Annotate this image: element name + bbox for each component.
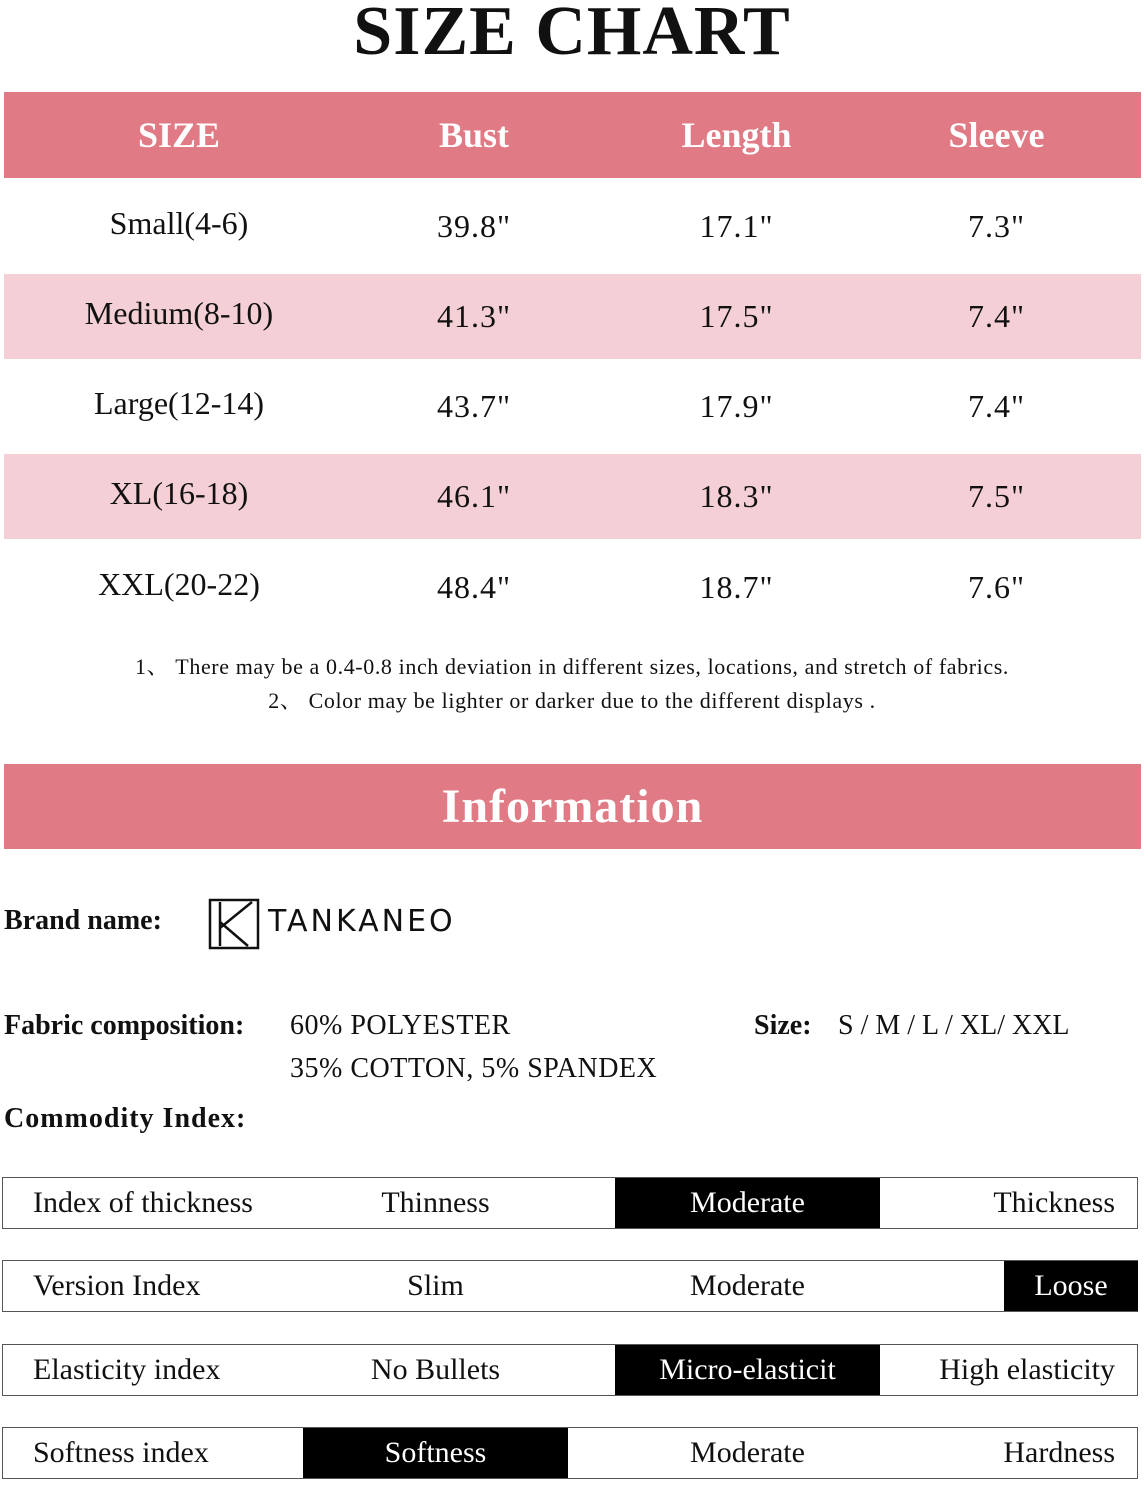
elasticity-index-row (2, 1344, 1138, 1396)
index-option-selected: Softness (303, 1428, 568, 1478)
commodity-index-label: Commodity Index: (4, 1103, 247, 1134)
length-cell: 17.1" (699, 207, 774, 244)
index-option: Slim (407, 1269, 464, 1302)
sleeve-cell: 7.4" (967, 388, 1026, 424)
index-label: Elasticity index (33, 1353, 221, 1386)
length-cell: 17.9" (699, 388, 774, 424)
table-row (4, 359, 1141, 454)
bust-cell: 39.8" (436, 207, 512, 244)
brand-logo-icon (208, 898, 260, 950)
length-cell: 17.5" (699, 298, 774, 334)
sleeve-cell: 7.6" (967, 568, 1026, 605)
index-label: Version Index (33, 1269, 201, 1302)
bust-cell: 48.4" (436, 568, 512, 605)
table-header-row (4, 92, 1141, 178)
brand-name: TANKANEO (268, 904, 456, 939)
information-banner: Information (4, 764, 1141, 849)
length-cell: 18.3" (699, 478, 774, 514)
table-row (4, 178, 1141, 274)
bust-cell: 41.3" (436, 298, 512, 334)
size-cell: Large(12-14) (94, 385, 264, 421)
size-cell: XXL(20-22) (98, 565, 260, 602)
table-row (4, 274, 1141, 359)
size-cell: Small(4-6) (109, 204, 249, 241)
page-title: SIZE CHART (353, 0, 791, 70)
size-table (4, 92, 1141, 635)
note-1: 1、 There may be a 0.4-0.8 inch deviation in different sizes, locations, and stretch of fabrics. (135, 654, 1009, 679)
index-label: Softness index (33, 1436, 209, 1469)
size-cell: XL(16-18) (109, 475, 249, 511)
thickness-index-row (2, 1177, 1138, 1229)
header-sleeve: Sleeve (948, 115, 1045, 155)
index-option-selected: Loose (1004, 1261, 1138, 1311)
table-row (4, 539, 1141, 635)
size-values: S / M / L / XL/ XXL (838, 1010, 1070, 1041)
fabric-line-1: 60% POLYESTER (290, 1010, 511, 1041)
index-option: Moderate (690, 1436, 805, 1469)
index-option: No Bullets (370, 1353, 501, 1386)
bust-cell: 46.1" (436, 478, 512, 514)
index-option-selected: Moderate (615, 1178, 880, 1228)
sleeve-cell: 7.3" (967, 207, 1026, 244)
version-index-row (2, 1260, 1138, 1312)
size-label: Size: (754, 1010, 812, 1041)
index-option-selected: Micro-elasticit (615, 1345, 880, 1395)
size-notes (0, 650, 1144, 718)
header-bust: Bust (438, 115, 510, 155)
index-label: Index of thickness (33, 1186, 253, 1219)
fabric-label: Fabric composition: (4, 1010, 245, 1041)
fabric-line-2: 35% COTTON, 5% SPANDEX (290, 1053, 658, 1084)
index-option: Moderate (690, 1269, 805, 1302)
size-cell: Medium(8-10) (84, 295, 274, 331)
note-2: 2、 Color may be lighter or darker due to the different displays . (268, 688, 876, 713)
brand-label: Brand name: (4, 905, 162, 936)
header-length: Length (681, 115, 792, 155)
header-size: SIZE (137, 115, 221, 155)
softness-index-row (2, 1427, 1138, 1479)
sleeve-cell: 7.4" (967, 298, 1026, 334)
index-option: Hardness (1003, 1436, 1115, 1469)
sleeve-cell: 7.5" (967, 478, 1026, 514)
table-row (4, 454, 1141, 539)
index-option: Thickness (993, 1186, 1115, 1219)
length-cell: 18.7" (699, 568, 774, 605)
bust-cell: 43.7" (436, 388, 512, 424)
index-option: High elasticity (939, 1353, 1115, 1386)
index-option: Thinness (381, 1186, 490, 1219)
